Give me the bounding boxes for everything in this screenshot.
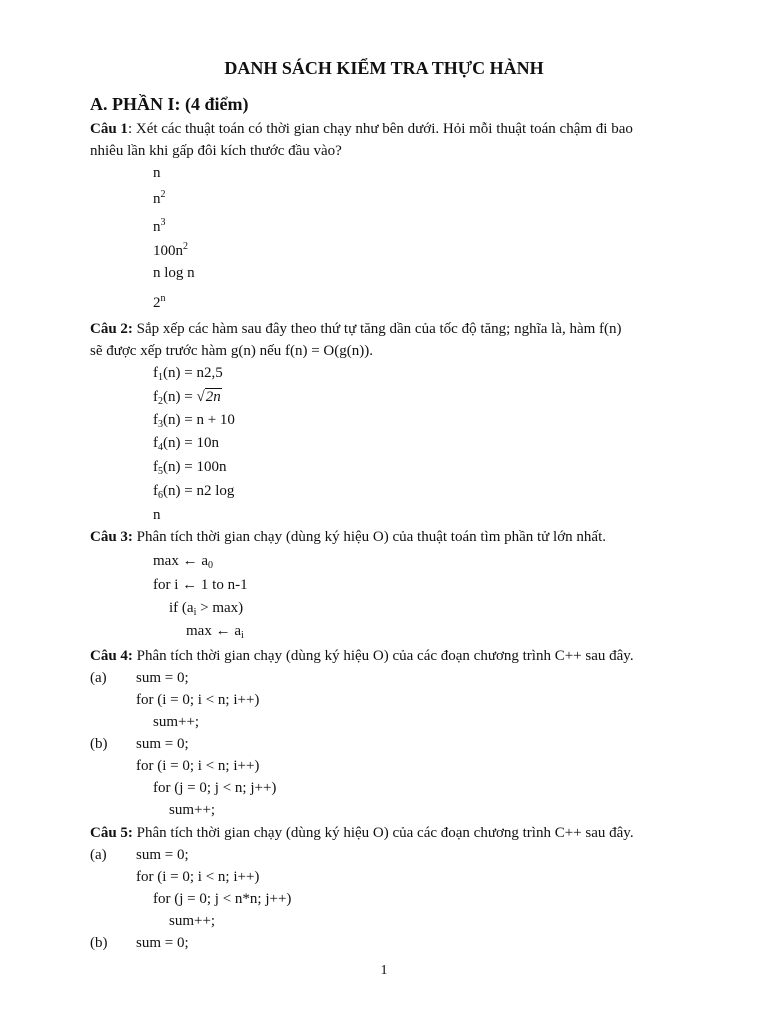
question-4-label: Câu 4: [90,648,133,664]
q5a-code-2: for (i = 0; i < n; i++) [136,869,260,885]
q5-part-a-label: (a) [90,847,107,863]
question-1-line-2: nhiêu lần khi gấp đôi kích thước đầu vào? [90,143,342,159]
question-5-line: Câu 5: Phân tích thời gian chạy (dùng ký hiệu O) của các đoạn chương trình C++ sau đây. [90,825,634,841]
pseudo-line-3: if $(a_i > \max)$ [169,600,244,618]
complexity-n-squared: $n^2$ [153,189,166,207]
question-2-label: Câu 2: [90,321,133,337]
pseudo-line-4: max ← $a_i$ [186,623,244,641]
question-2-line-2: sẽ được xếp trước hàm g(n) nếu f(n) = O(g(n)). [90,343,373,359]
question-4-line: Câu 4: Phân tích thời gian chạy (dùng ký hiệu O) của các đoạn chương trình C++ sau đây. [90,648,634,664]
pseudo-line-2: for i ← 1 to n-1 [153,577,248,593]
q4a-code-2: for (i = 0; i < n; i++) [136,692,260,708]
question-5-label: Câu 5: [90,825,133,841]
q4b-code-4: sum++; [169,802,216,818]
function-f4: $f_4(n) = 10n$ [153,435,219,453]
function-f6-continued: n [153,507,161,523]
function-f5: $f_5(n) = 100n$ [153,459,227,477]
q5a-code-3: for (j = 0; j < n*n; j++) [153,891,292,907]
complexity-2-pow-n: 2$^n$ [153,293,166,311]
q4-part-b-label: (b) [90,736,108,752]
q4b-code-3: for (j = 0; j < n; j++) [153,780,277,796]
q5b-code-1: sum = 0; [136,935,189,951]
document-title: DANH SÁCH KIỂM TRA THỰC HÀNH [224,58,544,78]
complexity-n-cubed: $n^3$ [153,217,166,235]
q4b-code-2: for (i = 0; i < n; i++) [136,758,260,774]
function-f2: $f_2(n) = √2n$ [153,389,221,407]
q5-part-b-label: (b) [90,935,108,951]
complexity-n: n [153,165,161,181]
q4a-code-3: sum++; [153,714,200,730]
q5a-code-4: sum++; [169,913,216,929]
function-f6: $f_6(n) = n2$ log [153,483,235,501]
question-3-line: Câu 3: Phân tích thời gian chạy (dùng ký hiệu O) của thuật toán tìm phần tử lớn nhất. [90,529,606,545]
q4-part-a-label: (a) [90,670,107,686]
square-root: √2n [196,389,221,405]
page-number: 1 [380,963,388,978]
function-f1: $f_1(n) = n2,5$ [153,365,223,383]
complexity-n-log-n: n log n [153,265,195,281]
q4b-code-1: sum = 0; [136,736,189,752]
question-1-line-1: Câu 1: Xét các thuật toán có thời gian chạy như bên dưới. Hỏi mỗi thuật toán chậm đi bao [90,121,633,137]
function-f3: $f_3(n) = n + 10$ [153,412,235,430]
q5a-code-1: sum = 0; [136,847,189,863]
pseudo-line-1: max ← $a_0$ [153,553,213,571]
q4a-code-1: sum = 0; [136,670,189,686]
question-1-label: Câu 1 [90,121,128,137]
section-heading: A. PHẦN I: (4 điểm) [90,94,249,114]
question-3-label: Câu 3: [90,529,133,545]
question-2-line-1: Câu 2: Sắp xếp các hàm sau đây theo thứ tự tăng dần của tốc độ tăng; nghĩa là, hàm f(n) [90,321,622,337]
complexity-100n-squared: $100n^2$ [153,241,188,259]
